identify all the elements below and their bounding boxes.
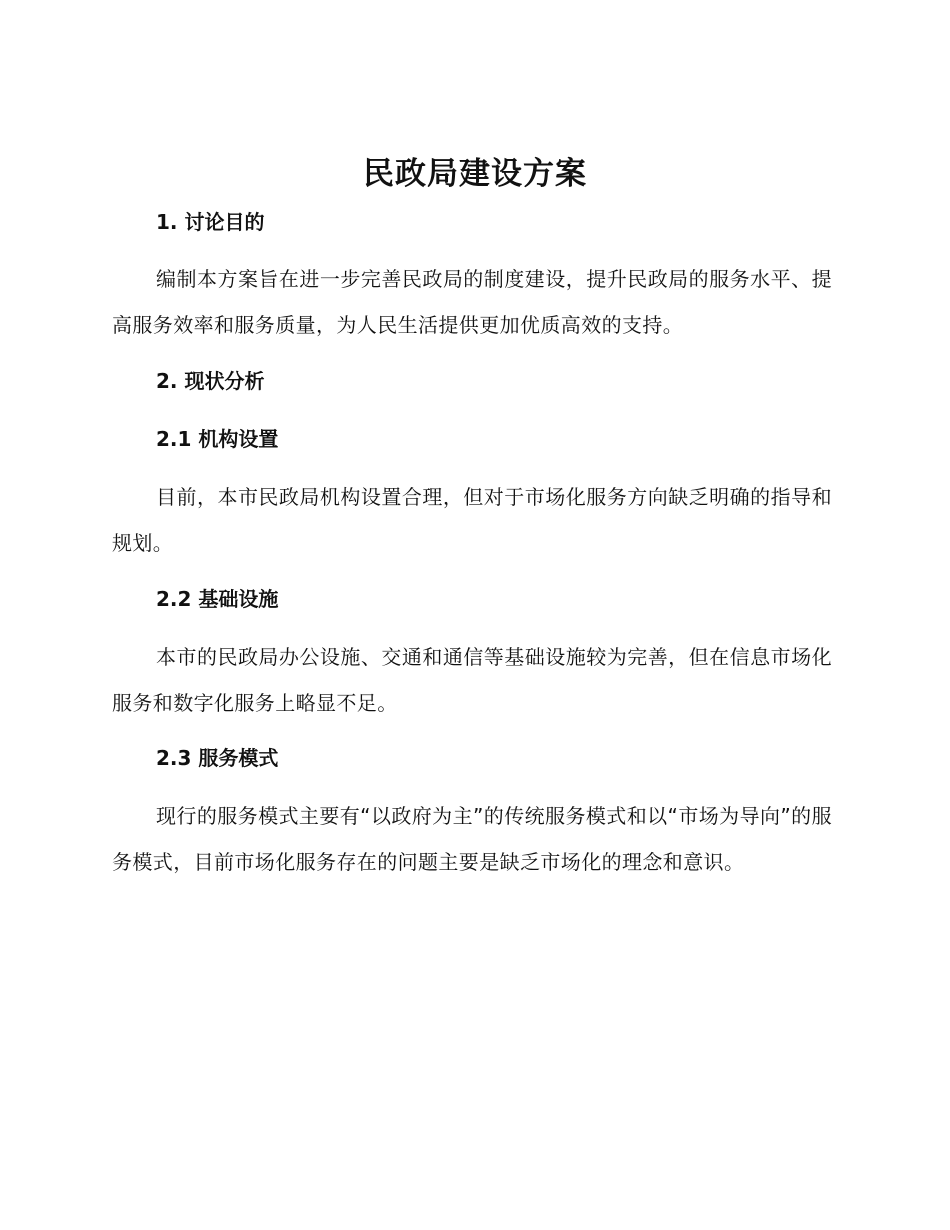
section-heading-purpose: 1. 讨论目的	[156, 210, 265, 234]
paragraph-service-model: 现行的服务模式主要有“以政府为主”的传统服务模式和以“市场为导向”的服务模式，目前市场化服务存在的问题主要是缺乏市场化的理念和意识。	[112, 804, 832, 874]
section-heading-infrastructure: 2.2 基础设施	[156, 587, 279, 611]
section-heading-organization: 2.1 机构设置	[156, 427, 279, 451]
paragraph-infrastructure: 本市的民政局办公设施、交通和通信等基础设施较为完善，但在信息市场化服务和数字化服务上略显不足。	[112, 645, 832, 715]
document-title: 民政局建设方案	[363, 156, 587, 192]
section-heading-service-model: 2.3 服务模式	[156, 746, 279, 770]
paragraph-purpose: 编制本方案旨在进一步完善民政局的制度建设，提升民政局的服务水平、提高服务效率和服务质量，为人民生活提供更加优质高效的支持。	[112, 267, 832, 337]
section-heading-status-analysis: 2. 现状分析	[156, 369, 265, 393]
paragraph-organization: 目前，本市民政局机构设置合理，但对于市场化服务方向缺乏明确的指导和规划。	[112, 485, 832, 555]
